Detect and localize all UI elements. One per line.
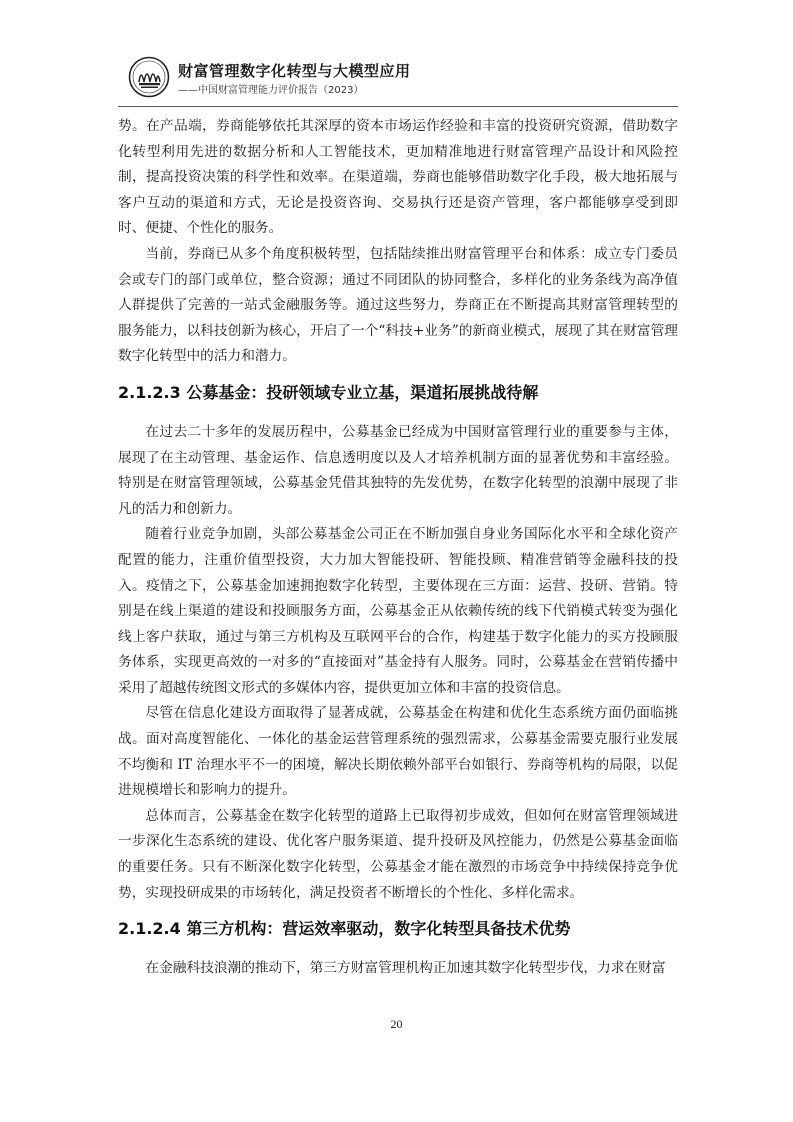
- paragraph-2: 当前，券商已从多个角度积极转型，包括陆续推出财富管理平台和体系：成立专门委员会或专门的部门或单位，整合资源；通过不同团队的协同整合，多样化的业务条线为高净值人群提供了完善的一站式金融服务等。通过这些努力，券商正在不断提高其财富管理转型的服务能力，以科技创新为核心，开启了一个“科技+业务”的新商业模式，展现了其在财富管理数字化转型中的活力和潜力。: [118, 245, 678, 365]
- header-title: 财富管理数字化转型与大模型应用: [178, 62, 411, 80]
- institution-seal-icon: [128, 56, 170, 98]
- paragraph-5: 尽管在信息化建设方面取得了显著成就，公募基金在构建和优化生态系统方面仍面临挑战。面对高度智能化、一体化的基金运营管理系统的强烈需求，公募基金需要克服行业发展不均衡和 IT 治理水平不一的困境，解决长期依赖外部平台如银行、券商等机构的局限，以促进规模增长和影响力的提升。: [118, 705, 678, 799]
- header-divider: [118, 106, 678, 107]
- running-header: [128, 50, 688, 100]
- main-content: [118, 114, 678, 982]
- paragraph-4: 随着行业竞争加剧，头部公募基金公司正在不断加强自身业务国际化水平和全球化资产配置的能力，注重价值型投资，大力加大智能投研、智能投顾、精准营销等金融科技的投入。疫情之下，公募基金加速拥抱数字化转型，主要体现在三方面：运营、投研、营销。特别是在线上渠道的建设和投顾服务方面，公募基金正从依赖传统的线下代销模式转变为强化线上客户获取，通过与第三方机构及互联网平台的合作，构建基于数字化能力的买方投顾服务体系，实现更高效的一对多的“直接面对”基金持有人服务。同时，公募基金在营销传播中采用了超越传统图文形式的多媒体内容，提供更加立体和丰富的投资信息。: [118, 526, 678, 696]
- section-heading-2-1-2-4: 2.1.2.4 第三方机构：营运效率驱动，数字化转型具备技术优势: [118, 919, 571, 939]
- paragraph-1: 势。在产品端，券商能够依托其深厚的资本市场运作经验和丰富的投资研究资源，借助数字化转型利用先进的数据分析和人工智能技术，更加精准地进行财富管理产品设计和风险控制，提高投资决策的科学性和效率。在渠道端，券商也能够借助数字化手段，极大地拓展与客户互动的渠道和方式，无论是投资咨询、交易执行还是资产管理，客户都能够享受到即时、便捷、个性化的服务。: [118, 118, 678, 237]
- header-subtitle: ——中国财富管理能力评价报告（2023）: [178, 85, 364, 96]
- section-heading-2-1-2-3: 2.1.2.3 公募基金：投研领域专业立基，渠道拓展挑战待解: [118, 382, 539, 402]
- page-number: 20: [390, 1017, 403, 1031]
- paragraph-6: 总体而言，公募基金在数字化转型的道路上已取得初步成效，但如何在财富管理领域进一步深化生态系统的建设、优化客户服务渠道、提升投研及风控能力，仍然是公募基金面临的重要任务。只有不断深化数字化转型，公募基金才能在激烈的市场竞争中持续保持竞争优势，实现投研成果的市场转化，满足投资者不断增长的个性化、多样化需求。: [118, 807, 678, 901]
- paragraph-3: 在过去二十多年的发展历程中，公募基金已经成为中国财富管理行业的重要参与主体，展现了在主动管理、基金运作、信息透明度以及人才培养机制方面的显著优势和丰富经验。特别是在财富管理领域，公募基金凭借其独特的先发优势，在数字化转型的浪潮中展现了非凡的活力和创新力。: [118, 423, 678, 517]
- paragraph-7: 在金融科技浪潮的推动下，第三方财富管理机构正加速其数字化转型步伐，力求在财富: [145, 960, 666, 977]
